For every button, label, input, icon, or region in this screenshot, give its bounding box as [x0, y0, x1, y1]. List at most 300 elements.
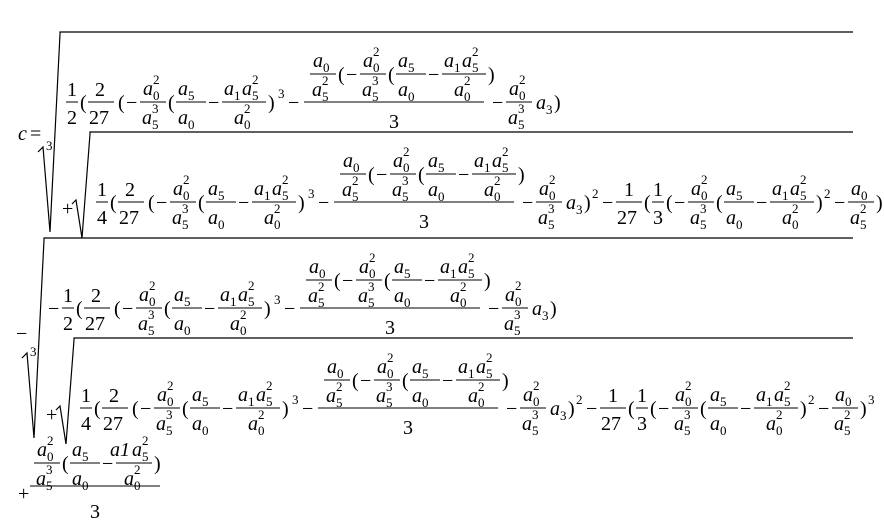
digit: 1: [97, 179, 107, 201]
variable-a: a: [782, 207, 792, 229]
superscript: 2: [373, 44, 380, 59]
digit: 1: [608, 385, 618, 407]
subscript: 0: [258, 423, 265, 438]
digit: 27: [85, 313, 105, 335]
paren: ): [876, 192, 883, 214]
superscript: 2: [149, 278, 156, 293]
superscript: 2: [248, 278, 255, 293]
variable-a: a: [394, 256, 404, 278]
operator: −: [48, 298, 60, 320]
subscript: 0: [167, 394, 174, 409]
subscript: 0: [183, 188, 190, 203]
variable-a: a: [234, 107, 244, 129]
subscript: 5: [486, 366, 493, 381]
subscript: 5: [404, 266, 411, 281]
root-index: 3: [30, 344, 37, 359]
operator: −: [586, 398, 598, 420]
subscript: 5: [368, 295, 375, 310]
variable-a: a: [242, 78, 252, 100]
variable-a: a: [505, 284, 515, 306]
operator: −: [506, 398, 518, 420]
superscript: 2: [336, 379, 343, 394]
operator: −: [428, 64, 440, 86]
subscript: 0: [422, 395, 429, 410]
subscript: 0: [408, 89, 415, 104]
subscript: 5: [148, 323, 155, 338]
subscript: 1: [766, 394, 773, 409]
superscript: 2: [167, 378, 174, 393]
subscript: 5: [860, 217, 867, 232]
subscript: 5: [182, 217, 189, 232]
operator: −: [818, 398, 830, 420]
paren: (: [716, 192, 723, 214]
subscript: 0: [387, 366, 394, 381]
variable-a: a: [248, 413, 258, 435]
superscript: 3: [46, 462, 53, 477]
subscript: 0: [153, 88, 160, 103]
subscript: 0: [403, 160, 410, 175]
variable-a: a: [230, 313, 240, 335]
variable-a: a: [428, 179, 438, 201]
subscript: 5: [266, 394, 273, 409]
variable-a: a: [359, 256, 369, 278]
subscript: 0: [218, 217, 225, 232]
paren: (: [628, 398, 635, 420]
subscript: 5: [352, 189, 359, 204]
subscript: 5: [152, 117, 159, 132]
subscript: 5: [502, 160, 509, 175]
operator: −: [156, 192, 168, 214]
superscript: 2: [519, 72, 526, 87]
variable-a: a: [238, 284, 248, 306]
subscript: 3: [560, 408, 567, 423]
subscript: 0: [184, 323, 191, 338]
operator: −: [102, 453, 114, 475]
paren: ): [488, 64, 495, 86]
paren: (: [132, 398, 139, 420]
subscript: 0: [188, 117, 195, 132]
digit: 1: [67, 79, 77, 101]
variable-a: a: [539, 178, 549, 200]
variable-a: a: [124, 468, 134, 490]
digit: 3: [389, 111, 399, 133]
operator: −: [222, 398, 234, 420]
subscript: 5: [322, 89, 329, 104]
digit: 3: [419, 211, 429, 233]
subscript: 0: [240, 323, 247, 338]
subscript: 5: [468, 266, 475, 281]
superscript: 2: [47, 433, 54, 448]
variable-a: a: [308, 285, 318, 307]
subscript: 0: [685, 394, 692, 409]
paren: ): [550, 298, 557, 320]
variable-a: a: [850, 207, 860, 229]
subscript: 0: [460, 295, 467, 310]
variable-a: a: [72, 468, 82, 490]
subscript: 5: [548, 217, 555, 232]
superscript: 2: [468, 250, 475, 265]
variable-a: a: [138, 313, 148, 335]
operator: −: [756, 192, 768, 214]
superscript: 3: [518, 101, 525, 116]
subscript: 0: [494, 189, 501, 204]
operator: +: [18, 483, 30, 505]
operator: −: [238, 192, 250, 214]
variable-a: a: [143, 78, 153, 100]
paren: ): [554, 92, 561, 114]
operator: −: [318, 192, 330, 214]
subscript: 1: [248, 394, 255, 409]
variable-a: a: [504, 313, 514, 335]
superscript: 3: [368, 279, 375, 294]
subscript: 5: [46, 478, 53, 493]
lhs-variable: c: [18, 123, 27, 145]
paren: (: [368, 164, 375, 186]
variable-a: a: [462, 50, 472, 72]
superscript: 2: [240, 307, 247, 322]
operator: −: [492, 92, 504, 114]
digit: 3: [653, 207, 663, 229]
subscript: 0: [274, 217, 281, 232]
paren: ): [568, 398, 575, 420]
variable-a: a: [394, 285, 404, 307]
superscript: 2: [258, 407, 265, 422]
variable-a: a: [256, 384, 266, 406]
superscript: 3: [514, 307, 521, 322]
superscript: 3: [274, 292, 281, 307]
operator: −: [658, 398, 670, 420]
digit: 27: [617, 207, 637, 229]
superscript: 2: [784, 378, 791, 393]
digit: 1: [637, 385, 647, 407]
subscript: 0: [404, 295, 411, 310]
subscript: 0: [134, 478, 141, 493]
variable-a: a: [726, 207, 736, 229]
operator: −: [458, 164, 470, 186]
variable-a: a: [412, 385, 422, 407]
superscript: 3: [548, 201, 555, 216]
superscript: 3: [372, 73, 379, 88]
subscript: 5: [402, 189, 409, 204]
superscript: 2: [515, 278, 522, 293]
equals-sign: =: [30, 123, 42, 145]
variable-a: a: [710, 413, 720, 435]
variable-a: a: [835, 384, 845, 406]
variable-a: a: [450, 285, 460, 307]
paren: ): [282, 398, 289, 420]
variable-a: a: [272, 178, 282, 200]
digit: 3: [403, 417, 413, 439]
variable-a: a: [174, 313, 184, 335]
variable-a: a: [174, 284, 184, 306]
superscript: 3: [182, 201, 189, 216]
paren: ): [584, 192, 591, 214]
digit: 2: [63, 313, 73, 335]
paren: ): [816, 192, 823, 214]
variable-a: a: [36, 468, 46, 490]
digit: 2: [91, 285, 101, 307]
subscript: 0: [736, 217, 743, 232]
variable-a: a: [377, 356, 387, 378]
superscript: 2: [844, 407, 851, 422]
subscript: 1: [264, 188, 271, 203]
superscript: 2: [486, 350, 493, 365]
superscript: 3: [292, 392, 299, 407]
operator: −: [342, 270, 354, 292]
subscript: 3: [576, 202, 583, 217]
subscript: 0: [478, 395, 485, 410]
paren: (: [164, 298, 171, 320]
digit: 4: [81, 413, 91, 435]
subscript: 5: [700, 217, 707, 232]
superscript: 2: [403, 144, 410, 159]
digit: 1: [63, 285, 73, 307]
variable-a: a: [690, 207, 700, 229]
paren: ): [860, 398, 867, 420]
paren: (: [666, 192, 673, 214]
superscript: 3: [700, 201, 707, 216]
paren: (: [384, 270, 391, 292]
variable-a: a: [691, 178, 701, 200]
subscript: 5: [844, 423, 851, 438]
paren: (: [114, 298, 121, 320]
subscript: 0: [776, 423, 783, 438]
subscript: 0: [792, 217, 799, 232]
subscript: 0: [533, 394, 540, 409]
subscript: 0: [720, 423, 727, 438]
variable-a: a: [412, 356, 422, 378]
paren: (: [198, 192, 205, 214]
operator: −: [424, 270, 436, 292]
digit: 3: [385, 317, 395, 339]
superscript: 2: [369, 250, 376, 265]
subscript: 5: [408, 60, 415, 75]
digit: 27: [601, 413, 621, 435]
digit: 2: [67, 107, 77, 129]
digit: 3: [637, 413, 647, 435]
variable-a: a: [178, 107, 188, 129]
operator: −: [284, 298, 296, 320]
superscript: 2: [472, 44, 479, 59]
variable-a: a: [172, 207, 182, 229]
operator: −: [674, 192, 686, 214]
superscript: 2: [282, 172, 289, 187]
paren: (: [168, 92, 175, 114]
subscript: 0: [47, 449, 54, 464]
paren: (: [418, 164, 425, 186]
subscript: 0: [519, 88, 526, 103]
variable-a: a: [139, 284, 149, 306]
variable-a: a: [790, 178, 800, 200]
superscript: 2: [685, 378, 692, 393]
subscript: 5: [784, 394, 791, 409]
subscript: 0: [515, 294, 522, 309]
paren: (: [700, 398, 707, 420]
operator: −: [122, 298, 134, 320]
subscript: 1: [468, 366, 475, 381]
variable-a: a: [766, 413, 776, 435]
superscript: 2: [460, 279, 467, 294]
subscript: 3: [542, 308, 549, 323]
operator: −: [360, 370, 372, 392]
variable-a: a: [343, 150, 353, 172]
subscript: 5: [336, 395, 343, 410]
variable-a: a: [458, 356, 468, 378]
operator: −: [834, 192, 846, 214]
subscript: 5: [438, 160, 445, 175]
paren: (: [118, 92, 125, 114]
paren: (: [148, 192, 155, 214]
subscript: 5: [166, 423, 173, 438]
subscript: 1: [454, 60, 461, 75]
variable-a: a: [536, 92, 546, 114]
operator: −: [522, 192, 534, 214]
operator: −: [16, 323, 28, 345]
subscript: 0: [319, 266, 326, 281]
superscript: 2: [860, 201, 867, 216]
variable-a: a: [523, 384, 533, 406]
variable-a: a: [774, 384, 784, 406]
paren: (: [650, 398, 657, 420]
superscript: 2: [701, 172, 708, 187]
variable-a: a: [476, 356, 486, 378]
digit: 1: [624, 179, 634, 201]
superscript: 2: [478, 379, 485, 394]
superscript: 3: [308, 186, 315, 201]
operator: +: [46, 404, 58, 426]
operator: −: [302, 398, 314, 420]
subscript: 0: [701, 188, 708, 203]
digit: 27: [103, 413, 123, 435]
variable-a: a: [538, 207, 548, 229]
paren: (: [80, 92, 87, 114]
paren: (: [110, 192, 117, 214]
subscript: 0: [861, 188, 868, 203]
variable-a: a: [37, 439, 47, 461]
superscript: 2: [494, 173, 501, 188]
operator: −: [140, 398, 152, 420]
variable-a: a: [312, 79, 322, 101]
paren: ): [264, 298, 271, 320]
subscript: 5: [188, 88, 195, 103]
superscript: 2: [183, 172, 190, 187]
variable-a: a: [72, 439, 82, 461]
variable-a: a: [509, 78, 519, 100]
subscript: 5: [252, 88, 259, 103]
superscript: 3: [152, 101, 159, 116]
variable-a: a: [440, 256, 450, 278]
subscript: 0: [549, 188, 556, 203]
superscript: 3: [402, 173, 409, 188]
digit: 2: [125, 179, 135, 201]
variable-a: a: [674, 413, 684, 435]
variable-a: a: [550, 398, 560, 420]
paren: (: [94, 398, 101, 420]
subscript: 1: [230, 294, 237, 309]
superscript: 2: [142, 433, 149, 448]
subscript: 5: [318, 295, 325, 310]
paren: (: [352, 370, 359, 392]
subscript: 5: [248, 294, 255, 309]
superscript: 2: [352, 173, 359, 188]
variable-a: a: [208, 207, 218, 229]
superscript: 2: [792, 201, 799, 216]
subscript: 5: [386, 395, 393, 410]
superscript: 2: [266, 378, 273, 393]
variable-a: a: [208, 178, 218, 200]
subscript: 5: [218, 188, 225, 203]
operator: −: [208, 92, 220, 114]
subscript: 5: [736, 188, 743, 203]
variable-a: a: [834, 413, 844, 435]
superscript: 2: [576, 392, 583, 407]
subscript: 5: [472, 60, 479, 75]
variable-a: a: [772, 178, 782, 200]
variable-a: a: [192, 413, 202, 435]
variable-a: a: [376, 385, 386, 407]
operator: −: [126, 92, 138, 114]
paren: ): [154, 453, 161, 475]
subscript: 1: [484, 160, 491, 175]
subscript: 5: [184, 294, 191, 309]
operator: −: [376, 164, 388, 186]
subscript: 1: [450, 266, 457, 281]
variable-a: a: [362, 79, 372, 101]
paren: (: [388, 64, 395, 86]
root-index: 3: [46, 138, 53, 153]
subscript: 0: [202, 423, 209, 438]
digit: 3: [90, 501, 100, 523]
superscript: 2: [502, 144, 509, 159]
superscript: 2: [824, 186, 831, 201]
paren: (: [62, 453, 69, 475]
operator: −: [442, 370, 454, 392]
variable-a: a: [178, 78, 188, 100]
superscript: 2: [274, 201, 281, 216]
variable-a: a: [363, 50, 373, 72]
operator: −: [488, 298, 500, 320]
subscript: 5: [684, 423, 691, 438]
subscript: 5: [532, 423, 539, 438]
variable-a: a: [566, 192, 576, 214]
subscript: 5: [720, 394, 727, 409]
variable-a: a: [393, 150, 403, 172]
digit: 4: [97, 207, 107, 229]
paren: (: [334, 270, 341, 292]
variable-a: a: [532, 298, 542, 320]
subscript: 0: [337, 366, 344, 381]
digit: 27: [89, 107, 109, 129]
superscript: 2: [252, 72, 259, 87]
paren: (: [644, 192, 651, 214]
square-root-radical: [56, 338, 853, 444]
digit: 2: [95, 79, 105, 101]
variable-a: a: [484, 179, 494, 201]
paren: ): [502, 370, 509, 392]
superscript: 3: [148, 307, 155, 322]
variable-a: a: [358, 285, 368, 307]
superscript: 2: [533, 378, 540, 393]
variable-a: a: [851, 178, 861, 200]
digit: 1: [653, 179, 663, 201]
subscript: 0: [149, 294, 156, 309]
variable-a: a: [468, 385, 478, 407]
superscript: 2: [549, 172, 556, 187]
variable-a: a: [454, 79, 464, 101]
variable-a: a: [238, 384, 248, 406]
variable-a: a: [392, 179, 402, 201]
paren: ): [484, 270, 491, 292]
